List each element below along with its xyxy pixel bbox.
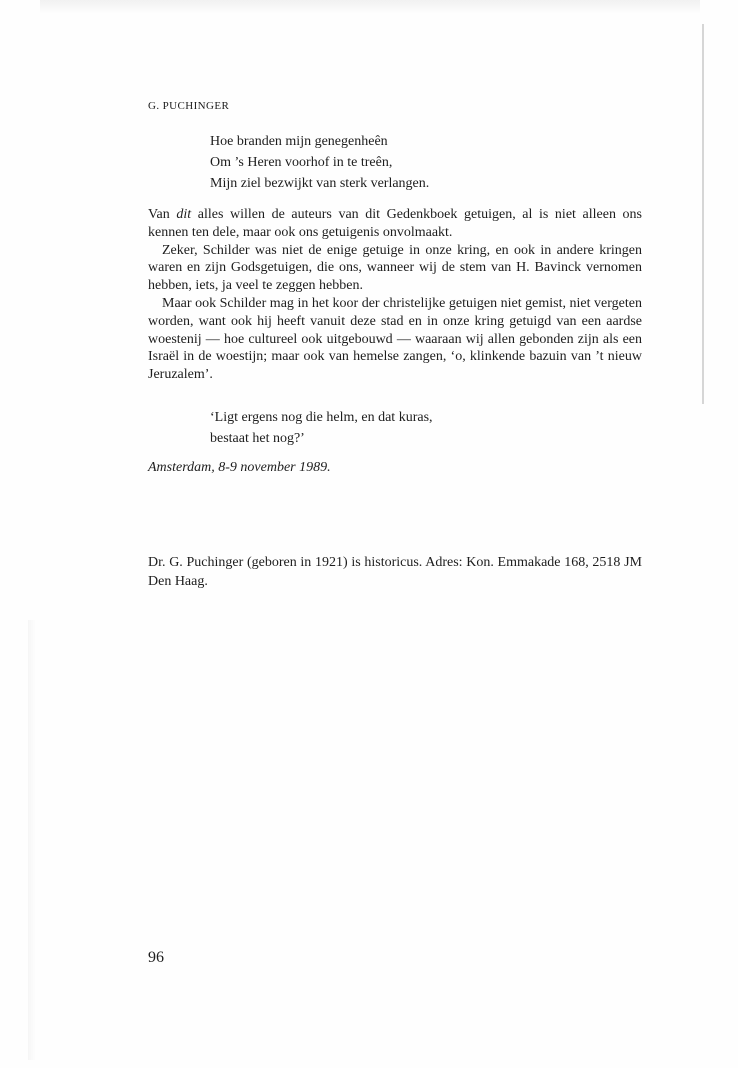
poem-quote-1 <box>210 131 429 194</box>
paragraph-1-rest: alles willen de auteurs van dit Gedenkboek getuigen, al is niet alleen ons kennen ten dele, maar ook ons getuigenis onvolmaakt. <box>148 207 642 240</box>
page-number: 96 <box>148 949 164 966</box>
paragraph-1-emphasis: dit <box>176 207 192 222</box>
poem-line: Mijn ziel bezwijkt van sterk verlangen. <box>210 176 430 191</box>
scan-shadow-top <box>40 0 700 14</box>
scan-shadow-right <box>702 24 704 404</box>
poem-line: ‘Ligt ergens nog die helm, en dat kuras, <box>210 410 433 425</box>
paragraph-3: Maar ook Schilder mag in het koor der christelijke getuigen niet gemist, niet vergeten worden, want ook hij heeft vanuit deze stad en in onze kring getuigd van een aardse woestenij — hoe cultureel ook uitgebouwd — waaraan wij allen gebonden zijn als een Israël in de woestijn; maar ook van hemelse zangen, ‘o, klinkende bazuin van ’t nieuw Jeruzalem’. <box>148 295 642 383</box>
author-note: Dr. G. Puchinger (geboren in 1921) is historicus. Adres: Kon. Emmakade 168, 2518 JM Den Haag. <box>148 555 642 589</box>
poem-line: bestaat het nog?’ <box>210 431 305 446</box>
poem-quote-2 <box>210 407 433 449</box>
poem-line: Om ’s Heren voorhof in te treên, <box>210 155 393 170</box>
paragraph-1 <box>148 206 642 242</box>
paragraph-1-start: Van <box>148 207 177 222</box>
paragraph-2: Zeker, Schilder was niet de enige getuige in onze kring, en ook in andere kringen waren en zijn Godsgetuigen, die ons, wanneer wij de stem van H. Bavinck vernomen hebben, iets, ja veel te zeggen hebben. <box>148 242 642 294</box>
scan-shadow-left <box>28 620 36 1060</box>
dateline: Amsterdam, 8-9 november 1989. <box>148 460 331 475</box>
poem-line: Hoe branden mijn genegenheên <box>210 134 388 149</box>
running-head: G. PUCHINGER <box>148 100 230 112</box>
main-text <box>148 206 642 384</box>
